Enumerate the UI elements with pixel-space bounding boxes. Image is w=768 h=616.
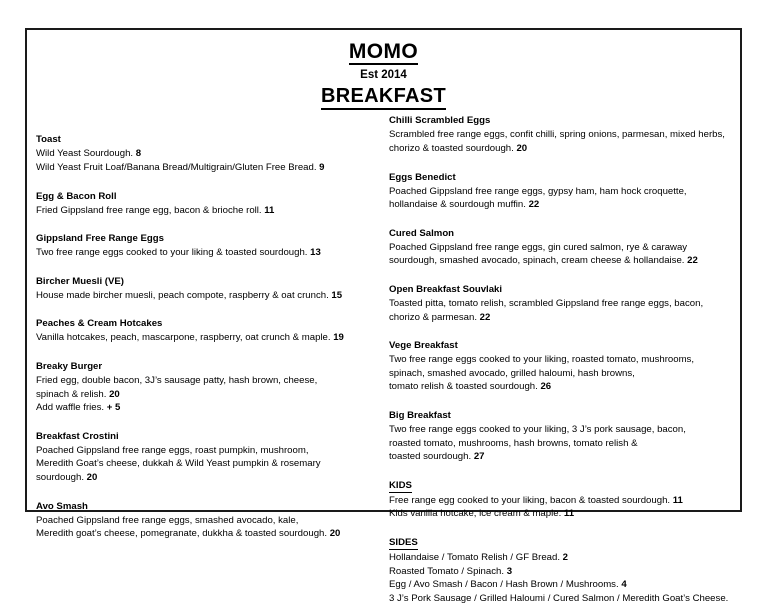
description-text: Poached Gippsland free range eggs, roast pumpkin, mushroom, — [36, 444, 309, 456]
menu-item-description-line — [36, 457, 377, 471]
menu-item-name-row — [389, 110, 737, 128]
menu-item-price: 20 — [86, 472, 98, 483]
menu-item — [389, 405, 737, 464]
brand-title-row — [27, 41, 740, 65]
menu-item-description-line — [389, 565, 737, 579]
description-text: Fried egg, double bacon, 3J’s sausage patty, hash brown, cheese, — [36, 374, 318, 386]
menu-item-description-line — [389, 254, 737, 268]
menu-item-description-line — [389, 592, 737, 606]
menu-item-name-toast: Toast — [36, 134, 61, 146]
menu-item — [389, 223, 737, 268]
menu-item-name-peaches-cream-hotcakes: Peaches & Cream Hotcakes — [36, 318, 163, 330]
menu-item-name-sides: SIDES — [389, 537, 418, 549]
menu-item-description-line — [36, 161, 377, 175]
menu-item-price: 8 — [135, 148, 142, 160]
menu-item — [36, 496, 377, 541]
menu-item-description-line — [389, 423, 737, 437]
menu-item-name-open-breakfast-souvlaki: Open Breakfast Souvlaki — [389, 283, 503, 295]
menu-item-description-line — [36, 289, 377, 303]
menu-item — [36, 313, 377, 345]
menu-item-name-row — [36, 129, 377, 147]
menu-item-name-cured-salmon: Cured Salmon — [389, 227, 455, 239]
menu-item-price: 13 — [310, 247, 321, 259]
description-text: 3 J’s Pork Sausage / Grilled Haloumi / Cured Salmon / Meredith Goat’s Cheese. — [389, 592, 729, 604]
description-text: Vanilla hotcakes, peach, mascarpone, raspberry, oat crunch & maple. — [36, 332, 334, 344]
menu-item-price: 26 — [540, 381, 552, 393]
menu-item-name-row — [389, 167, 737, 185]
menu-item-name-row — [36, 186, 377, 204]
menu-item-price: + 5 — [106, 402, 121, 414]
menu-item-description-line — [389, 450, 737, 464]
menu-item-description-line — [389, 551, 737, 565]
menu-item-description-line — [36, 374, 377, 388]
menu-item-name-big-breakfast: Big Breakfast — [389, 410, 451, 421]
description-text: Meredith Goat’s cheese, dukkah & Wild Yeast pumpkin & rosemary — [36, 458, 321, 470]
description-text: Add waffle fries. — [36, 402, 107, 414]
menu-item — [389, 167, 737, 212]
established-year: Est 2014 — [360, 69, 407, 82]
menu-item-name-row — [36, 356, 377, 374]
description-text: Wild Yeast Fruit Loaf/Banana Bread/Multigrain/Gluten Free Bread. — [36, 161, 320, 173]
menu-column-right — [377, 110, 737, 616]
menu-item-name-avo-smash: Avo Smash — [36, 500, 88, 512]
menu-item-price: 20 — [516, 142, 528, 154]
menu-item-description-line — [36, 388, 377, 402]
menu-item — [389, 532, 737, 605]
menu-item-price: 9 — [319, 161, 325, 173]
menu-item-description-line — [389, 185, 737, 199]
menu-item-description-line — [389, 198, 737, 212]
menu-item-price: 27 — [473, 451, 485, 463]
menu-item-price: 2 — [562, 552, 569, 564]
menu-item — [36, 356, 377, 415]
menu-item-name-vege-breakfast: Vege Breakfast — [389, 340, 458, 352]
menu-item-name-row — [36, 313, 377, 331]
menu-item — [36, 129, 377, 174]
description-text: tomato relish & toasted sourdough. — [389, 381, 541, 393]
description-text: Hollandaise / Tomato Relish / GF Bread. — [389, 552, 563, 564]
menu-item-price: 4 — [621, 579, 627, 591]
menu-item-price: 20 — [109, 388, 120, 400]
description-text: sourdough. — [36, 472, 87, 483]
menu-item-price: 11 — [563, 508, 575, 520]
menu-item-name-row — [36, 496, 377, 514]
menu-item-name-breaky-burger: Breaky Burger — [36, 360, 103, 372]
menu-item-description-line — [36, 401, 377, 415]
menu-header — [27, 30, 740, 110]
description-text: roasted tomato, mushrooms, hash browns, tomato relish & — [389, 437, 638, 449]
menu-item-description-line — [36, 514, 377, 528]
menu-item-name-row — [36, 271, 377, 289]
description-text: chorizo & parmesan. — [389, 311, 480, 323]
description-text: Roasted Tomato / Spinach. — [389, 565, 507, 577]
menu-item-name-kids: KIDS — [389, 479, 412, 491]
menu-item-name-row — [389, 335, 737, 353]
menu-item — [36, 228, 377, 260]
menu-item-name-bircher-muesli-ve: Bircher Muesli (VE) — [36, 275, 124, 287]
menu-item-description-line — [36, 147, 377, 161]
menu-item — [36, 271, 377, 303]
menu-item — [389, 279, 737, 324]
menu-item-description-line — [389, 353, 737, 367]
menu-item-description-line — [389, 142, 737, 156]
brand-title: MOMO — [349, 41, 418, 65]
description-text: Egg / Avo Smash / Bacon / Hash Brown / Mushrooms. — [389, 579, 622, 591]
menu-item-name-row — [389, 405, 737, 423]
menu-item-name-chilli-scrambled-eggs: Chilli Scrambled Eggs — [389, 115, 491, 127]
description-text: Toasted pitta, tomato relish, scrambled Gippsland free range eggs, bacon, — [389, 297, 704, 309]
section-title-row — [27, 85, 740, 110]
menu-item — [389, 475, 737, 521]
menu-column-left — [27, 110, 377, 552]
description-text: Meredith goat’s cheese, pomegranate, dukkha & toasted sourdough. — [36, 528, 330, 540]
menu-item — [36, 186, 377, 218]
menu-item-price: 3 — [506, 565, 513, 577]
menu-item-description-line — [36, 527, 377, 541]
menu-item-description-line — [389, 494, 737, 508]
menu-item-name-row — [389, 279, 737, 297]
description-text: Two free range eggs cooked to your liking, roasted tomato, mushrooms, — [389, 354, 695, 366]
menu-item-description-line — [389, 437, 737, 451]
description-text: House made bircher muesli, peach compote, raspberry & oat crunch. — [36, 289, 332, 301]
menu-item-description-line — [36, 246, 377, 260]
menu-item-price: 11 — [264, 204, 275, 216]
menu-item-price: 20 — [329, 528, 341, 540]
description-text: Two free range eggs cooked to your liking & toasted sourdough. — [36, 247, 311, 259]
menu-page — [25, 28, 742, 604]
description-text: Scrambled free range eggs, confit chilli, spring onions, parmesan, mixed herbs, — [389, 129, 725, 141]
description-text: Free range egg cooked to your liking, bacon & toasted sourdough. — [389, 494, 673, 506]
menu-item-price: 19 — [333, 332, 344, 344]
description-text: Fried Gippsland free range egg, bacon & brioche roll. — [36, 204, 265, 216]
description-text: spinach & relish. — [36, 388, 110, 400]
description-text: Two free range eggs cooked to your liking, 3 J’s pork sausage, bacon, — [389, 424, 686, 435]
description-text: Poached Gippsland free range eggs, gypsy ham, ham hock croquette, — [389, 185, 687, 197]
menu-item-price: 11 — [672, 494, 683, 506]
description-text: Poached Gippsland free range eggs, smashed avocado, kale, — [36, 514, 299, 526]
menu-item-name-row — [36, 228, 377, 246]
menu-item-name-row — [389, 223, 737, 241]
menu-item-name-row — [389, 475, 737, 494]
menu-item-name-eggs-benedict: Eggs Benedict — [389, 171, 456, 183]
menu-item-price: 22 — [479, 311, 491, 323]
menu-item-description-line — [389, 297, 737, 311]
menu-item-name-egg-bacon-roll: Egg & Bacon Roll — [36, 190, 117, 202]
menu-item-description-line — [389, 241, 737, 255]
menu-item-description-line — [36, 204, 377, 218]
menu-item-description-line — [389, 380, 737, 394]
menu-item-description-line — [389, 578, 737, 592]
description-text: Poached Gippsland free range eggs, gin cured salmon, rye & caraway — [389, 241, 688, 253]
menu-item-description-line — [36, 471, 377, 485]
description-text: sourdough, smashed avocado, spinach, cream cheese & hollandaise. — [389, 255, 688, 267]
menu-item-price: 15 — [331, 289, 343, 301]
menu-item-name-gippsland-free-range-eggs: Gippsland Free Range Eggs — [36, 233, 164, 245]
section-title: BREAKFAST — [321, 85, 446, 110]
menu-item-price: 22 — [687, 255, 698, 267]
description-text: Kids vanilla hotcake, ice cream & maple. — [389, 508, 564, 520]
menu-item-description-line — [389, 311, 737, 325]
menu-item-name-breakfast-crostini: Breakfast Crostini — [36, 430, 119, 442]
description-text: Wild Yeast Sourdough. — [36, 148, 136, 160]
menu-item-description-line — [389, 128, 737, 142]
menu-item — [389, 335, 737, 394]
description-text: spinach, smashed avocado, grilled haloumi, hash browns, — [389, 367, 635, 379]
menu-item-description-line — [389, 367, 737, 381]
description-text: chorizo & toasted sourdough. — [389, 142, 517, 154]
menu-item — [36, 426, 377, 485]
menu-item-name-row — [389, 532, 737, 551]
menu-item-description-line — [36, 444, 377, 458]
description-text: toasted sourdough. — [389, 451, 474, 463]
menu-item-price: 22 — [528, 199, 540, 211]
menu-item-description-line — [389, 507, 737, 521]
menu-item-description-line — [36, 331, 377, 345]
menu-columns — [27, 110, 740, 616]
menu-item-name-row — [36, 426, 377, 444]
menu-item — [389, 110, 737, 155]
description-text: hollandaise & sourdough muffin. — [389, 199, 529, 211]
